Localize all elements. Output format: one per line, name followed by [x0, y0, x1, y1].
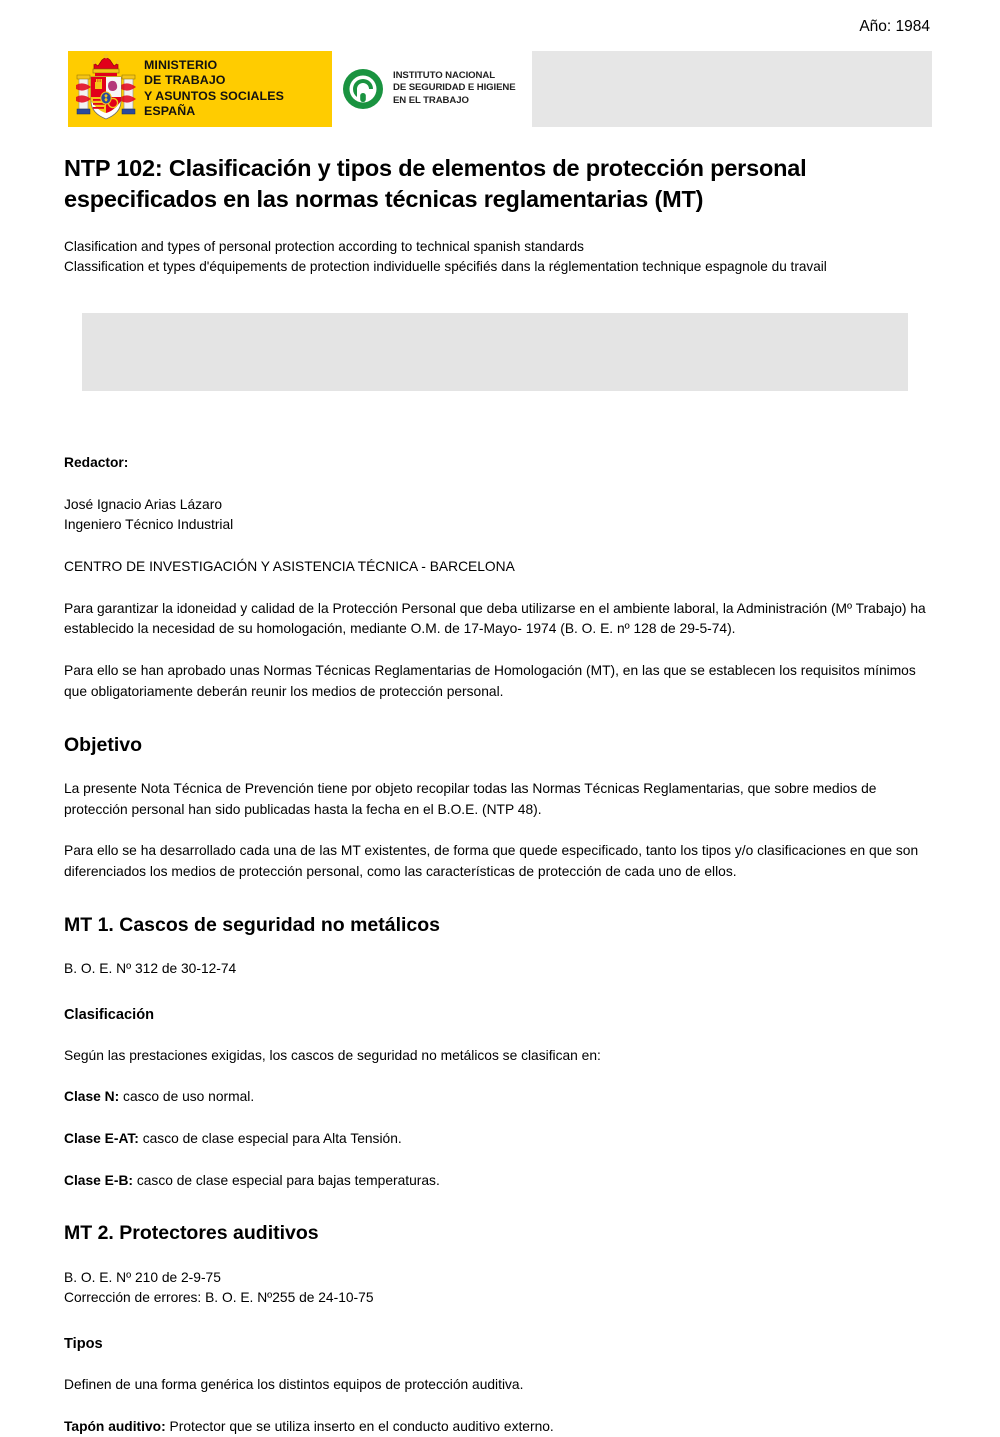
mt2-boe-line-1: B. O. E. Nº 210 de 2-9-75	[64, 1269, 221, 1285]
objetivo-paragraph-1: La presente Nota Técnica de Prevención tiene por objeto recopilar todas las Normas Técnicas Reglamentarias, que sobre medios de protección personal han sido publicadas hasta la fecha en el B.O.E. (NTP 48).	[64, 780, 877, 817]
redactor-label: Redactor:	[64, 455, 129, 471]
subtitle-french: Classification et types d'équipements de protection individuelle spécifiés dans la réglementation technique espagnole du travail	[64, 259, 827, 275]
section-mt1-heading: MT 1. Cascos de seguridad no metálicos	[64, 913, 441, 936]
header-band-filler	[532, 51, 932, 127]
image-placeholder	[82, 313, 908, 391]
mt1-subheading-clasificacion: Clasificación	[64, 1006, 155, 1023]
header-logo-band	[68, 51, 932, 127]
objetivo-paragraph-2: Para ello se ha desarrollado cada una de las MT existentes, de forma que quede especificado, tanto los tipos y/o clasificaciones en que son diferenciados los medios de protección personal, como las características de protección de cada uno de ellos.	[64, 843, 919, 879]
author-block	[64, 495, 936, 536]
subtitle-block	[64, 237, 936, 277]
mt1-boe-reference: B. O. E. Nº 312 de 30-12-74	[64, 960, 237, 976]
insht-spiral-icon	[340, 66, 386, 112]
ministry-logo	[68, 51, 332, 127]
ministry-line-1: MINISTERIO	[144, 57, 218, 72]
mt1-class-term: Clase N:	[64, 1089, 120, 1105]
mt1-class-description: casco de clase especial para bajas temperaturas.	[133, 1172, 440, 1188]
insht-line-3: EN EL TRABAJO	[393, 94, 469, 106]
mt1-class-item	[64, 1171, 936, 1192]
mt1-class-description: casco de uso normal.	[119, 1089, 255, 1105]
mt2-subheading-tipos: Tipos	[64, 1336, 103, 1353]
insht-logo	[332, 51, 532, 127]
page-title: NTP 102: Clasificación y tipos de elementos de protección personal especificados en las normas técnicas reglamentarias (MT)	[64, 154, 807, 212]
mt2-boe-reference	[64, 1268, 936, 1309]
section-objetivo-heading: Objetivo	[64, 733, 143, 756]
mt1-class-term: Clase E-AT:	[64, 1131, 139, 1146]
section-mt2-heading: MT 2. Protectores auditivos	[64, 1222, 319, 1245]
intro-paragraph-1: Para garantizar la idoneidad y calidad de la Protección Personal que deba utilizarse en el ambiente laboral, la Administración (Mº Trabajo) ha establecido la necesidad de su homologación, mediante O.M. de 17-Mayo- 1974 (B. O. E. nº 128 de 29-5-74).	[64, 600, 926, 637]
author-center: CENTRO DE INVESTIGACIÓN Y ASISTENCIA TÉCNICA - BARCELONA	[64, 559, 515, 575]
author-role: Ingeniero Técnico Industrial	[64, 517, 234, 533]
mt2-type-item	[64, 1417, 936, 1437]
mt2-boe-line-2: Corrección de errores: B. O. E. Nº255 de 24-10-75	[64, 1290, 374, 1306]
intro-paragraph-2: Para ello se han aprobado unas Normas Técnicas Reglamentarias de Homologación (MT), en las que se establecen los requisitos mínimos que obligatoriamente deberán reunir los medios de protección personal.	[64, 663, 916, 699]
mt2-type-description: Protector que se utiliza inserto en el conducto auditivo externo.	[165, 1418, 554, 1434]
document-content	[64, 153, 936, 1437]
mt2-intro: Definen de una forma genérica los distintos equipos de protección auditiva.	[64, 1377, 524, 1393]
year-label: Año: 1984	[859, 18, 930, 35]
ministry-line-3: Y ASUNTOS SOCIALES	[144, 88, 284, 103]
insht-line-2: DE SEGURIDAD E HIGIENE	[393, 82, 516, 94]
ministry-line-4: ESPAÑA	[144, 103, 196, 118]
mt1-class-item	[64, 1087, 936, 1108]
ministry-line-2: DE TRABAJO	[144, 73, 226, 88]
ministry-logo-text	[144, 58, 284, 120]
subtitle-english: Clasification and types of personal protection according to technical spanish standards	[64, 239, 584, 255]
mt1-class-item	[64, 1129, 936, 1150]
mt1-class-description: casco de clase especial para Alta Tensión.	[138, 1131, 402, 1146]
mt1-class-term: Clase E-B:	[64, 1172, 134, 1188]
insht-line-1: INSTITUTO NACIONAL	[393, 69, 495, 81]
insht-logo-text	[393, 70, 516, 107]
mt1-intro: Según las prestaciones exigidas, los cascos de seguridad no metálicos se clasifican en:	[64, 1047, 601, 1063]
mt2-type-term: Tapón auditivo:	[64, 1418, 166, 1434]
author-name: José Ignacio Arias Lázaro	[64, 496, 222, 512]
spain-coat-of-arms-icon	[74, 53, 138, 125]
